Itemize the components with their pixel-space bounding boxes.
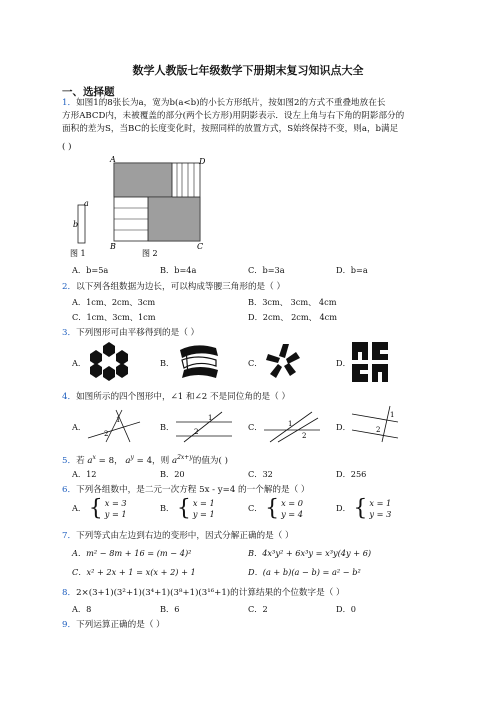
q4-option-b[interactable]: B．	[160, 422, 175, 432]
fig1-rect	[78, 205, 85, 243]
q6-a-label: A．	[72, 503, 87, 513]
fig1-caption: 图 1	[70, 249, 86, 258]
q6-d-label: D．	[336, 503, 351, 513]
q8-stem	[62, 587, 345, 599]
q6-option-b[interactable]: B． { x = 1 y = 1	[160, 496, 215, 521]
q3-text: 下列图形可由平移得到的是（ ）	[76, 328, 200, 338]
q2-option-b[interactable]: B．3cm、 3cm、 4cm	[248, 297, 337, 307]
q3-b-ribbon-pattern-icon	[176, 340, 222, 382]
q3-a-hexagon-pattern-icon	[88, 340, 130, 382]
q6-d-row1: x = 1	[369, 498, 392, 508]
q1-text-1: 如图1的8张长为a，宽为b(a<b)的小长方形纸片，按如图2的方式不重叠地放在长	[76, 98, 386, 108]
q2-option-a[interactable]: A．1cm、2cm、3cm	[72, 297, 156, 307]
q6-b-row2: y = 1	[192, 509, 215, 519]
q5-number: 5．	[62, 455, 77, 466]
q2-number: 2．	[62, 282, 77, 292]
q6-option-c[interactable]: C． { x = 0 y = 4	[248, 496, 303, 521]
q5-prefix: 若	[76, 455, 85, 466]
q5-option-c[interactable]: C．32	[248, 469, 273, 479]
q4-stem	[62, 391, 290, 403]
q3-d-square-pattern-icon	[350, 340, 390, 384]
q3-option-c[interactable]: C．	[248, 358, 263, 368]
q1-figures	[70, 155, 220, 260]
shaded-bottom-right	[148, 197, 200, 241]
svg-text:1: 1	[208, 414, 213, 422]
svg-text:2: 2	[104, 430, 109, 438]
q5-target-base: a	[171, 455, 178, 466]
q5-stem: 5．若 $a^x = 8$， $a^y = 4$，则 $a^{2x+y}$的值为( )	[62, 454, 228, 466]
q8-expression: 2×(3+1)(3²+1)(3⁴+1)(3⁸+1)(3¹⁶+1)	[76, 588, 231, 598]
q8-number: 8．	[62, 588, 77, 598]
q6-c-row2: y = 4	[281, 509, 303, 519]
q3-number: 3．	[62, 328, 77, 338]
q1-line3: 面积的差为S，当BC的长度变化时，按照同样的放置方式，S始终保持不变，则a，b满足	[62, 124, 399, 134]
q5-cond2-exp: y	[130, 454, 134, 461]
label-A: A	[110, 155, 116, 164]
q9-text: 下列运算正确的是（ ）	[76, 620, 165, 630]
svg-text:2: 2	[194, 428, 199, 436]
q6-d-row2: y = 3	[369, 509, 392, 519]
q6-c-label: C．	[248, 503, 263, 513]
q7-number: 7．	[62, 531, 77, 541]
svg-text:1: 1	[116, 416, 121, 424]
q9-number: 9．	[62, 620, 77, 630]
q3-c-rotating-blades-icon	[262, 340, 304, 382]
q3-option-b[interactable]: B．	[160, 358, 175, 368]
q4-d-figure	[350, 404, 400, 444]
q8-suffix: 的计算结果的个位数字是（ ）	[230, 588, 345, 598]
q3-option-d[interactable]: D．	[336, 358, 351, 368]
q8-option-c[interactable]: C．2	[248, 604, 268, 614]
q5-option-b[interactable]: B．20	[160, 469, 185, 479]
q5-suffix: 的值为( )	[192, 455, 228, 466]
q6-a-row1: x = 3	[104, 498, 127, 508]
q6-text: 下列各组数中，是二元一次方程 5x - y=4 的一个解的是（ ）	[76, 485, 310, 495]
shaded-top-left	[114, 163, 172, 197]
q2-text: 以下列各组数据为边长，可以构成等腰三角形的是（ ）	[76, 282, 286, 292]
q6-a-row2: y = 1	[104, 509, 127, 519]
svg-text:2: 2	[376, 426, 381, 434]
q7-text: 下列等式由左边到右边的变形中，因式分解正确的是（ ）	[76, 531, 294, 541]
q5-option-d[interactable]: D．256	[336, 469, 367, 479]
q1-option-d[interactable]: D．b=a	[336, 265, 368, 275]
q4-text: 如图所示的四个图形中，∠1 和∠2 不是同位角的是（ ）	[76, 392, 291, 402]
q1-option-b[interactable]: B．b=4a	[160, 265, 197, 275]
q7-option-c[interactable]: C．x² + 2x + 1 = x(x + 2) + 1	[72, 567, 196, 577]
q6-option-d[interactable]: D． { x = 1 y = 3	[336, 496, 392, 521]
q1-line4: ( )	[62, 142, 72, 152]
svg-text:2: 2	[302, 432, 307, 440]
q7-stem	[62, 530, 294, 542]
q6-c-row1: x = 0	[281, 498, 303, 508]
q5-cond2-base: a	[125, 455, 131, 466]
label-B: B	[110, 242, 116, 251]
q4-b-figure	[174, 408, 234, 444]
fig1-label-b: b	[73, 220, 79, 229]
q6-number: 6．	[62, 485, 77, 495]
q5-target-exp: 2x+y	[177, 454, 193, 461]
q9-stem	[62, 619, 165, 631]
fig2-caption: 图 2	[142, 249, 158, 258]
q1-line1	[62, 97, 385, 109]
q1-line2: 方形ABCD内，未被覆盖的部分(两个长方形)用阴影表示．设左上角与右下角的阴影部分的	[62, 111, 405, 121]
q7-option-b[interactable]: B．4x³y² + 6x³y = x³y(4y + 6)	[248, 548, 372, 558]
q6-b-label: B．	[160, 503, 175, 513]
q1-option-c[interactable]: C．b=3a	[248, 265, 285, 275]
q6-b-row1: x = 1	[192, 498, 215, 508]
q8-option-a[interactable]: A．8	[72, 604, 92, 614]
label-D: D	[199, 157, 206, 166]
q5-mid: ，则	[152, 455, 170, 466]
q5-cond1-rest: = 8	[95, 455, 115, 466]
section-heading: 一、选择题	[62, 86, 115, 98]
q4-a-figure	[86, 408, 142, 444]
q2-stem	[62, 281, 285, 293]
q2-option-c[interactable]: C．1cm、3cm、1cm	[72, 312, 156, 322]
q4-option-a[interactable]: A．	[72, 422, 87, 432]
q6-option-a[interactable]: A． { x = 3 y = 1	[72, 496, 127, 521]
q4-option-c[interactable]: C．	[248, 422, 263, 432]
q8-option-b[interactable]: B．6	[160, 604, 180, 614]
q2-option-d[interactable]: D．2cm、 2cm、 4cm	[248, 312, 338, 322]
q7-option-d[interactable]: D．(a + b)(a − b) = a² − b²	[248, 567, 361, 577]
q4-c-figure	[262, 408, 322, 444]
q5-cond1-exp: x	[92, 454, 96, 461]
q3-stem	[62, 327, 199, 339]
q3-option-a[interactable]: A．	[72, 358, 87, 368]
q1-number: 1．	[62, 98, 77, 108]
q5-option-a[interactable]: A．12	[72, 469, 97, 479]
fig1-label-a: a	[84, 199, 89, 208]
q1-option-a[interactable]: A．b=5a	[72, 265, 109, 275]
q4-number: 4．	[62, 392, 77, 402]
q5-cond1-base: a	[87, 455, 93, 466]
svg-text:1: 1	[288, 420, 293, 428]
q4-option-d[interactable]: D．	[336, 422, 351, 432]
q7-option-a[interactable]: A．m² − 8m + 16 = (m − 4)²	[72, 548, 192, 558]
q8-option-d[interactable]: D．0	[336, 604, 356, 614]
q6-stem	[62, 484, 310, 496]
svg-text:1: 1	[390, 411, 395, 419]
document-title: 数学人教版七年级数学下册期末复习知识点大全	[132, 64, 364, 77]
label-C: C	[197, 242, 204, 251]
q5-cond2-rest: = 4	[133, 455, 153, 466]
